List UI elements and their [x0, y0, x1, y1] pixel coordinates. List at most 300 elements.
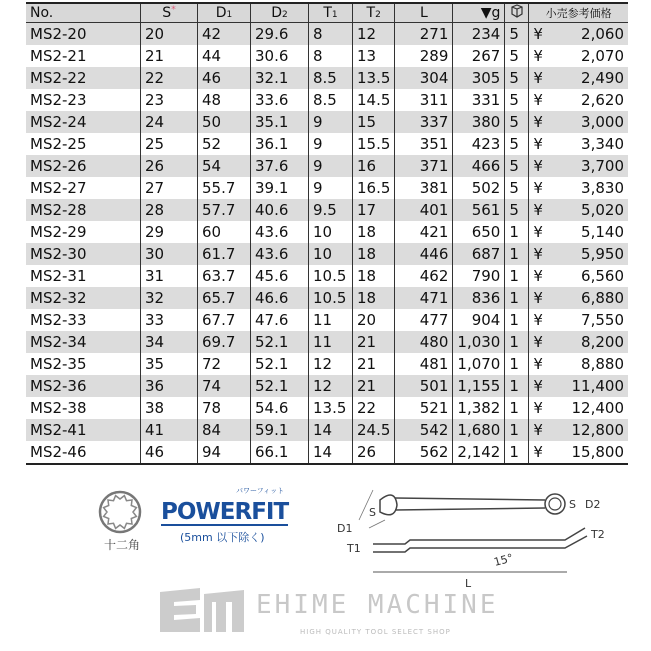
cell-d1: 84: [198, 419, 251, 441]
cell-l: 477: [395, 309, 453, 331]
cell-d2: 39.1: [251, 177, 309, 199]
cell-price: [529, 133, 628, 155]
price-value: 2,070: [581, 47, 624, 65]
cell-d1: 78: [198, 397, 251, 419]
cell-weight: 502: [453, 177, 505, 199]
cell-l: 480: [395, 331, 453, 353]
cell-t1: 8: [309, 45, 353, 67]
yen-sign: ¥: [533, 135, 543, 153]
cell-qty: 1: [505, 243, 529, 265]
cell-weight: 267: [453, 45, 505, 67]
cell-t1: 10.5: [309, 265, 353, 287]
cell-t2: 26: [353, 441, 395, 464]
cell-s: 23: [141, 89, 198, 111]
cell-l: 481: [395, 353, 453, 375]
cell-l: 471: [395, 287, 453, 309]
cell-d1: 46: [198, 67, 251, 89]
table-row: [26, 155, 628, 177]
cell-t2: 18: [353, 221, 395, 243]
cell-d2: 43.6: [251, 243, 309, 265]
cell-t1: 11: [309, 331, 353, 353]
table-row: [26, 199, 628, 221]
col-t2: [353, 3, 395, 23]
yen-sign: ¥: [533, 245, 543, 263]
cell-no: MS2-41: [26, 419, 141, 441]
em-logo: [160, 588, 244, 632]
cell-s: 20: [141, 23, 198, 46]
cell-d1: 44: [198, 45, 251, 67]
cell-d2: 59.1: [251, 419, 309, 441]
s-left-label: S: [369, 506, 376, 519]
table-row: [26, 45, 628, 67]
cell-s: 35: [141, 353, 198, 375]
header-row: [26, 3, 628, 23]
spec-table: [26, 2, 628, 465]
cell-qty: 5: [505, 67, 529, 89]
table-row: [26, 331, 628, 353]
price-value: 2,620: [581, 91, 624, 109]
cell-price: [529, 353, 628, 375]
cell-s: 29: [141, 221, 198, 243]
cell-weight: 305: [453, 67, 505, 89]
price-value: 6,880: [581, 289, 624, 307]
yen-sign: ¥: [533, 355, 543, 373]
price-value: 12,800: [571, 421, 624, 439]
cell-no: MS2-31: [30, 267, 87, 285]
cell-s: 31: [141, 265, 198, 287]
cell-l: 521: [395, 397, 453, 419]
d2-sub: 2: [282, 10, 288, 20]
cell-t2: 14.5: [353, 89, 395, 111]
cell-t2: 18: [353, 243, 395, 265]
cell-t1: 9.5: [309, 199, 353, 221]
cell-l: 562: [395, 441, 453, 464]
cell-qty: 1: [505, 353, 529, 375]
cell-l: 381: [395, 177, 453, 199]
cell-d1: 67.7: [198, 309, 251, 331]
yen-sign: ¥: [533, 91, 543, 109]
cell-qty: 1: [505, 287, 529, 309]
table-row: [26, 177, 628, 199]
table-row: [26, 111, 628, 133]
cell-t2: 20: [353, 309, 395, 331]
cell-price: [529, 45, 628, 67]
yen-sign: ¥: [533, 113, 543, 131]
cell-price: [529, 155, 628, 177]
yen-sign: ¥: [533, 47, 543, 65]
cell-t1: 14: [309, 441, 353, 464]
cell-t2: 17: [353, 199, 395, 221]
twelve-point-label: 十二角: [104, 538, 141, 552]
price-value: 2,060: [581, 25, 624, 43]
cell-d2: 66.1: [251, 441, 309, 464]
yen-sign: ¥: [533, 289, 543, 307]
col-price: 小売参考価格: [529, 3, 628, 23]
cell-s: 41: [141, 419, 198, 441]
cell-no: MS2-21: [30, 47, 87, 65]
yen-sign: ¥: [533, 25, 543, 43]
cell-s: 28: [141, 199, 198, 221]
price-value: 2,490: [581, 69, 624, 87]
cell-d2: 52.1: [251, 331, 309, 353]
cell-no: MS2-33: [30, 311, 87, 329]
t1-label: T: [323, 5, 332, 21]
table-row: [26, 419, 628, 441]
cell-s: 25: [141, 133, 198, 155]
yen-sign: ¥: [533, 377, 543, 395]
col-weight: ▼g: [453, 3, 505, 23]
cell-price: [529, 397, 628, 419]
table-row: [26, 265, 628, 287]
cell-no: MS2-22: [26, 67, 141, 89]
d2-label: D2: [585, 498, 601, 511]
price-value: 8,200: [581, 333, 624, 351]
price-value: 3,830: [581, 179, 624, 197]
cell-d1: 50: [198, 111, 251, 133]
s-right-label: S: [569, 498, 576, 511]
cell-price: [529, 331, 628, 353]
cell-d1: 94: [198, 441, 251, 464]
cell-d1: 61.7: [198, 243, 251, 265]
d1-sub: 1: [226, 10, 233, 20]
twelve-point-icon: [98, 490, 142, 534]
price-value: 7,550: [581, 311, 624, 329]
cell-s: 33: [141, 309, 198, 331]
cell-price: [529, 441, 628, 464]
yen-sign: ¥: [533, 311, 543, 329]
cell-no: MS2-20: [26, 23, 141, 46]
cell-no: MS2-27: [30, 179, 87, 197]
price-value: 15,800: [571, 443, 624, 461]
cell-d1: 57.7: [198, 199, 251, 221]
cell-s: 46: [141, 441, 198, 464]
table-row: [26, 397, 628, 419]
cell-s: 21: [141, 45, 198, 67]
cell-l: 337: [395, 111, 453, 133]
cell-no: MS2-26: [26, 155, 141, 177]
cell-weight: 1,680: [453, 419, 505, 441]
cell-weight: 423: [453, 133, 505, 155]
cell-l: 289: [395, 45, 453, 67]
col-no: No.: [26, 3, 141, 23]
yen-sign: ¥: [533, 443, 543, 461]
table-row: [26, 89, 628, 111]
cell-price: [529, 111, 628, 133]
table-row: [26, 23, 628, 46]
cell-no: MS2-29: [30, 223, 87, 241]
col-l: L: [395, 3, 453, 23]
d1-label: D: [215, 5, 227, 21]
cell-l: 304: [395, 67, 453, 89]
cell-weight: 234: [453, 23, 505, 46]
cell-qty: 5: [505, 199, 529, 221]
cell-s: 34: [141, 331, 198, 353]
cell-price: [529, 23, 628, 46]
cell-t2: 18: [353, 287, 395, 309]
cell-t1: 9: [309, 155, 353, 177]
cell-t2: 15.5: [353, 133, 395, 155]
cell-d2: 32.1: [251, 67, 309, 89]
cell-weight: 1,070: [453, 353, 505, 375]
cell-weight: 904: [453, 309, 505, 331]
col-d1: [198, 3, 251, 23]
cell-no: MS2-25: [30, 135, 87, 153]
cell-qty: 1: [505, 441, 529, 464]
cell-d2: 52.1: [251, 353, 309, 375]
watermark-tagline: HIGH QUALITY TOOL SELECT SHOP: [300, 628, 451, 636]
t1-sub: 1: [331, 10, 338, 20]
cell-weight: 2,142: [453, 441, 505, 464]
cell-t2: 22: [353, 397, 395, 419]
price-value: 11,400: [571, 377, 624, 395]
cell-s: 38: [141, 397, 198, 419]
powerfit-logo: POWERFIT: [161, 499, 289, 525]
cell-d1: 74: [198, 375, 251, 397]
cell-d2: 43.6: [251, 221, 309, 243]
col-d2: [251, 3, 309, 23]
cell-d2: 52.1: [251, 375, 309, 397]
cell-t2: 13.5: [353, 67, 395, 89]
price-value: 3,700: [581, 157, 624, 175]
cell-t1: 12: [309, 353, 353, 375]
box-icon: [505, 3, 529, 23]
l-label: L: [465, 577, 472, 590]
cell-t1: 12: [309, 375, 353, 397]
cell-d2: 46.6: [251, 287, 309, 309]
s-mark: *: [171, 5, 176, 15]
cell-no: MS2-46: [30, 443, 87, 461]
yen-sign: ¥: [533, 201, 543, 219]
cell-no: MS2-23: [30, 91, 87, 109]
cell-no: MS2-35: [30, 355, 87, 373]
cell-d2: 40.6: [251, 199, 309, 221]
cell-price: [529, 177, 628, 199]
cell-weight: 687: [453, 243, 505, 265]
cell-qty: 1: [505, 309, 529, 331]
cell-qty: 1: [505, 375, 529, 397]
cell-qty: 5: [505, 111, 529, 133]
cell-d1: 42: [198, 23, 251, 46]
wrench-diagram: [335, 480, 615, 590]
t2-label: T: [366, 5, 376, 21]
cell-d2: 54.6: [251, 397, 309, 419]
cell-d2: 30.6: [251, 45, 309, 67]
price-value: 12,400: [571, 399, 624, 417]
t2-sub: 2: [375, 10, 381, 20]
cell-weight: 790: [453, 265, 505, 287]
cell-t2: 21: [353, 331, 395, 353]
t2-label: T2: [591, 528, 605, 541]
cell-d2: 37.6: [251, 155, 309, 177]
yen-sign: ¥: [533, 333, 543, 351]
cell-no: MS2-24: [26, 111, 141, 133]
cell-t1: 8: [309, 23, 353, 46]
col-s: [141, 3, 198, 23]
cell-price: [529, 375, 628, 397]
cell-qty: 1: [505, 419, 529, 441]
cell-qty: 5: [505, 23, 529, 46]
yen-sign: ¥: [533, 69, 543, 87]
yen-sign: ¥: [533, 157, 543, 175]
price-value: 3,340: [581, 135, 624, 153]
cell-qty: 1: [505, 331, 529, 353]
cell-qty: 5: [505, 45, 529, 67]
cell-t2: 16.5: [353, 177, 395, 199]
col-t1: [309, 3, 353, 23]
cell-s: 24: [141, 111, 198, 133]
d2-label: D: [271, 5, 283, 21]
cell-no: MS2-36: [26, 375, 141, 397]
price-value: 5,020: [581, 201, 624, 219]
cell-t2: 16: [353, 155, 395, 177]
cell-price: [529, 221, 628, 243]
cell-d2: 36.1: [251, 133, 309, 155]
cell-price: [529, 199, 628, 221]
cell-qty: 5: [505, 89, 529, 111]
cell-t1: 9: [309, 133, 353, 155]
cell-s: 22: [141, 67, 198, 89]
table-row: [26, 221, 628, 243]
cell-d2: 35.1: [251, 111, 309, 133]
cell-d1: 65.7: [198, 287, 251, 309]
cell-t1: 9: [309, 177, 353, 199]
cell-d1: 52: [198, 133, 251, 155]
cell-t2: 13: [353, 45, 395, 67]
cell-no: MS2-30: [26, 243, 141, 265]
table-row: [26, 441, 628, 464]
cell-l: 501: [395, 375, 453, 397]
cell-t1: 13.5: [309, 397, 353, 419]
cell-no: MS2-38: [30, 399, 87, 417]
powerfit-note: (5mm 以下除く): [180, 531, 265, 544]
cell-weight: 561: [453, 199, 505, 221]
cell-l: 446: [395, 243, 453, 265]
cell-d1: 69.7: [198, 331, 251, 353]
price-value: 8,880: [581, 355, 624, 373]
cell-d1: 72: [198, 353, 251, 375]
cell-t2: 21: [353, 353, 395, 375]
cell-d1: 55.7: [198, 177, 251, 199]
cell-t1: 8.5: [309, 89, 353, 111]
d1-label: D1: [337, 522, 353, 535]
price-value: 6,560: [581, 267, 624, 285]
cell-price: [529, 243, 628, 265]
cell-price: [529, 309, 628, 331]
angle-label: 15°: [492, 551, 515, 569]
cell-d1: 48: [198, 89, 251, 111]
cell-price: [529, 419, 628, 441]
cell-t1: 14: [309, 419, 353, 441]
cell-s: 32: [141, 287, 198, 309]
t1-label: T1: [347, 542, 361, 555]
yen-sign: ¥: [533, 421, 543, 439]
table-row: [26, 353, 628, 375]
cell-qty: 5: [505, 133, 529, 155]
table-row: [26, 375, 628, 397]
cell-weight: 836: [453, 287, 505, 309]
cell-price: [529, 287, 628, 309]
price-value: 3,000: [581, 113, 624, 131]
cell-no: MS2-34: [26, 331, 141, 353]
cell-d2: 47.6: [251, 309, 309, 331]
watermark-name: EHIME MACHINE: [256, 590, 499, 620]
cell-weight: 1,382: [453, 397, 505, 419]
table-row: [26, 287, 628, 309]
cell-t1: 10: [309, 221, 353, 243]
cell-l: 462: [395, 265, 453, 287]
cell-l: 542: [395, 419, 453, 441]
price-value: 5,140: [581, 223, 624, 241]
watermark: [160, 588, 520, 643]
cell-t2: 24.5: [353, 419, 395, 441]
cell-s: 27: [141, 177, 198, 199]
table-row: [26, 243, 628, 265]
cell-qty: 5: [505, 155, 529, 177]
price-value: 5,950: [581, 245, 624, 263]
yen-sign: ¥: [533, 179, 543, 197]
cell-weight: 380: [453, 111, 505, 133]
cell-qty: 1: [505, 221, 529, 243]
table-row: [26, 67, 628, 89]
cell-no: MS2-28: [26, 199, 141, 221]
cell-qty: 5: [505, 177, 529, 199]
cell-t1: 10: [309, 243, 353, 265]
cell-d2: 33.6: [251, 89, 309, 111]
cell-s: 36: [141, 375, 198, 397]
cell-l: 311: [395, 89, 453, 111]
cell-l: 371: [395, 155, 453, 177]
cell-l: 271: [395, 23, 453, 46]
cell-l: 401: [395, 199, 453, 221]
cell-l: 421: [395, 221, 453, 243]
table-row: [26, 309, 628, 331]
cell-qty: 1: [505, 397, 529, 419]
cell-t2: 12: [353, 23, 395, 46]
yen-sign: ¥: [533, 399, 543, 417]
cell-s: 26: [141, 155, 198, 177]
cell-t1: 11: [309, 309, 353, 331]
cell-d1: 54: [198, 155, 251, 177]
s-label: S: [162, 5, 172, 21]
cell-d2: 29.6: [251, 23, 309, 46]
cell-weight: 1,030: [453, 331, 505, 353]
cell-d1: 60: [198, 221, 251, 243]
powerfit-kana: パワーフィット: [236, 487, 285, 495]
cell-t1: 9: [309, 111, 353, 133]
cell-no: MS2-32: [26, 287, 141, 309]
cell-d1: 63.7: [198, 265, 251, 287]
cell-l: 351: [395, 133, 453, 155]
cell-s: 30: [141, 243, 198, 265]
cell-t1: 10.5: [309, 287, 353, 309]
cell-t2: 21: [353, 375, 395, 397]
cell-weight: 1,155: [453, 375, 505, 397]
cell-weight: 650: [453, 221, 505, 243]
cell-t2: 18: [353, 265, 395, 287]
table-row: [26, 133, 628, 155]
yen-sign: ¥: [533, 267, 543, 285]
cell-t2: 15: [353, 111, 395, 133]
cell-qty: 1: [505, 265, 529, 287]
cell-t1: 8.5: [309, 67, 353, 89]
cell-price: [529, 89, 628, 111]
cell-weight: 466: [453, 155, 505, 177]
cell-d2: 45.6: [251, 265, 309, 287]
cell-price: [529, 67, 628, 89]
yen-sign: ¥: [533, 223, 543, 241]
cell-weight: 331: [453, 89, 505, 111]
cell-price: [529, 265, 628, 287]
